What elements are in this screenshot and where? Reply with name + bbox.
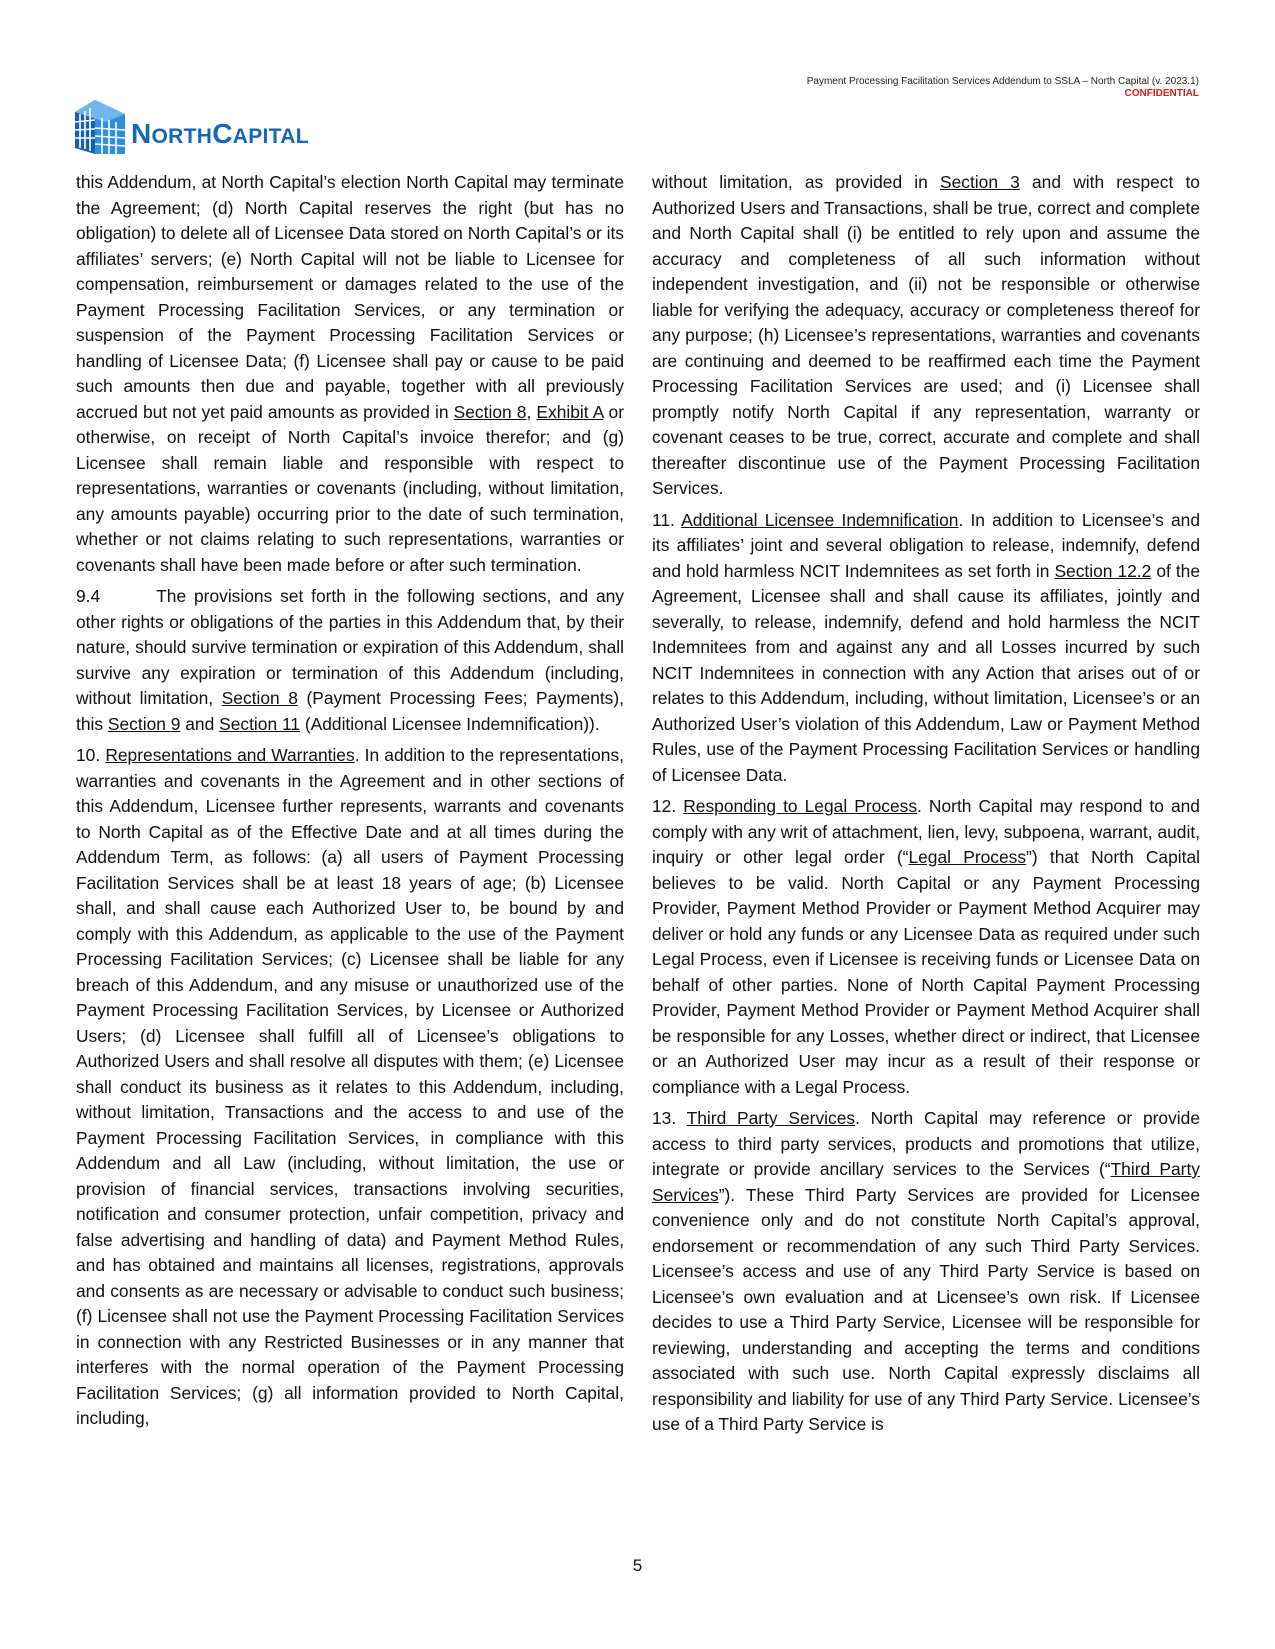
paragraph-12-legal-process: 12. Responding to Legal Process. North Capital may respond to and comply with any writ of attachment, lien, levy, subpoena, warrant, audit, inquiry or other legal order (“Legal Process”) that North Capital believes to be valid. North Capital or any Payment Processing Provider, Payment Method Provider or Payment Method Acquirer may deliver or hold any funds or any Licensee Data as required under such Legal Process, even if Licensee is receiving funds or Licensee Data on behalf of other parties. None of North Capital Payment Processing Provider, Payment Method Provider or Payment Method Acquirer shall be responsible for any Losses, whether direct or indirect, that Licensee or an Authorized User may incur as a result of their response or compliance with a Legal Process. (652, 796, 1200, 1097)
page-header (807, 76, 1199, 100)
logo-wordmark: NORTHCAPITAL (131, 118, 309, 149)
page-number: 5 (632, 1556, 643, 1575)
paragraph-9-4: 9.4 The provisions set forth in the following sections, and any other rights or obligations of the parties in this Addendum that, by their nature, should survive termination or expiration of this Addendum, shall survive any expiration or termination of this Addendum (including, without limitation, Section 8 (Payment Processing Fees; Payments), this Section 9 and Section 11 (Additional Licensee Indemnification)). (76, 586, 625, 734)
right-column (652, 170, 1200, 1444)
section-number: 13. (652, 1108, 677, 1128)
section-12-2-link: Section 12.2 (1054, 560, 1152, 581)
section-heading: Third Party Services (686, 1108, 856, 1128)
document-title: Payment Processing Facilitation Services Addendum to SSLA – North Capital (v. 2023.1) (806, 76, 1199, 87)
section-heading: Responding to Legal Process (683, 796, 918, 816)
section-number: 11. (652, 509, 675, 530)
section-11-link: Section 11 (219, 713, 300, 734)
section-3-link: Section 3 (940, 172, 1020, 192)
paragraph-representations-continued: without limitation, as provided in Section 3 and with respect to Authorized Users and Transactions, shall be true, correct and complete and North Capital shall (i) be entitled to rely upon and assume the accuracy and completeness of all such information without independent investigation, and (ii) not be responsible or otherwise liable for verifying the adequacy, accuracy or completeness thereof for any purpose; (h) Licensee’s representations, warranties and covenants are continuing and deemed to be reaffirmed each time the Payment Processing Facilitation Services are used; and (i) Licensee shall promptly notify North Capital if any representation, warranty or covenant ceases to be true, correct, accurate and complete and shall thereafter discontinue use of the Payment Processing Facilitation Services. (652, 172, 1200, 498)
section-heading: Additional Licensee Indemnification (681, 509, 959, 530)
paragraph-11-indemnification: 11. Additional Licensee Indemnification. In addition to Licensee’s and its affiliates’ joint and several obligation to release, indemnify, defend and hold harmless NCIT Indemnitees as set forth in Section 12.2 of the Agreement, Licensee shall and shall cause its affiliates, jointly and severally, to release, indemnify, defend and hold harmless the NCIT Indemnitees from and against any and all Losses incurred by such NCIT Indemnitees in connection with any Action that arises out of or relates to this Addendum, including, without limitation, Licensee’s or an Authorized User’s violation of this Addendum, Law or Payment Method Rules, use of the Payment Processing Facilitation Services or handling of Licensee Data. (652, 509, 1201, 785)
section-9-link: Section 9 (107, 713, 181, 734)
north-capital-logo (75, 98, 309, 154)
section-8-link: Section 8 (221, 688, 298, 708)
paragraph-termination-continued: this Addendum, at North Capital’s election North Capital may terminate the Agreement; (d) North Capital reserves the right (but has no obligation) to delete all of Licensee Data stored on North Capital’s or its affiliates’ servers; (e) North Capital will not be liable to Licensee for compensation, reimbursement or damages related to the use of the Payment Processing Facilitation Services, or any termination or suspension of the Payment Processing Facilitation Services or handling of Licensee Data; (f) Licensee shall pay or cause to be paid such amounts then due and payable, together with all previously accrued but not yet paid amounts as provided in Section 8, Exhibit A or otherwise, on receipt of North Capital’s invoice therefor; and (g) Licensee shall remain liable and responsible with respect to representations, warranties or covenants (including, without limitation, any amounts payable) occurring prior to the date of such termination, whether or not claims relating to such representations, warranties or covenants shall have been made before or after such termination. (76, 172, 624, 575)
confidential-label: CONFIDENTIAL (1124, 88, 1199, 99)
building-logo-icon (75, 98, 125, 154)
defined-term: Legal Process (908, 847, 1027, 867)
defined-term: Third Party Services (652, 1159, 1200, 1205)
paragraph-13-third-party-services: 13. Third Party Services. North Capital may reference or provide access to third party services, products and promotions that utilize, integrate or provide ancillary services to the Services (“Third Party Services”). These Third Party Services are provided for Licensee convenience only and do not constitute North Capital’s approval, endorsement or recommendation of any such Third Party Services. Licensee’s access and use of any Third Party Service is based on Licensee’s own evaluation and at Licensee’s own risk. If Licensee decides to use a Third Party Service, Licensee will be responsible for reviewing, understanding and accepting the terms and conditions associated with such use. North Capital expressly disclaims all responsibility and liability for use of any Third Party Service. Licensee’s use of a Third Party Service is (652, 1108, 1200, 1434)
left-column (76, 170, 624, 1438)
section-heading: Representations and Warranties (105, 745, 355, 765)
exhibit-a-link: Exhibit A (536, 401, 604, 422)
section-8-link: Section 8 (453, 401, 527, 422)
section-number: 12. (652, 796, 677, 816)
paragraph-10-representations: 10. Representations and Warranties. In addition to the representations, warranties and covenants in the Agreement and in other sections of this Addendum, Licensee further represents, warrants and covenants to North Capital as of the Effective Date and at all times during the Addendum Term, as follows: (a) all users of Payment Processing Facilitation Services shall be at least 18 years of age; (b) Licensee shall, and shall cause each Authorized User to, be bound by and comply with this Addendum, as applicable to the use of the Payment Processing Facilitation Services; (c) Licensee shall be liable for any breach of this Addendum, and any misuse or unauthorized use of the Payment Processing Facilitation Services, by Licensee or Authorized Users; (d) Licensee shall fulfill all of Licensee’s obligations to Authorized Users and shall resolve all disputes with them; (e) Licensee shall conduct its business as it relates to this Addendum, including, without limitation, Transactions and the access to and use of the Payment Processing Facilitation Services, in compliance with this Addendum and all Law (including, without limitation, the use or provision of financial services, transactions involving securities, notification and consumer protection, unfair competition, privacy and false advertising and handling of data) and Payment Method Rules, and has obtained and maintains all licenses, registrations, approvals and consents as are necessary or advisable to conduct such business; (f) Licensee shall not use the Payment Processing Facilitation Services in connection with any Restricted Businesses or in any manner that interferes with the normal operation of the Payment Processing Facilitation Services; (g) all information provided to North Capital, including, (76, 745, 624, 1428)
section-number: 9.4 (76, 586, 101, 606)
section-number: 10. (76, 745, 101, 765)
